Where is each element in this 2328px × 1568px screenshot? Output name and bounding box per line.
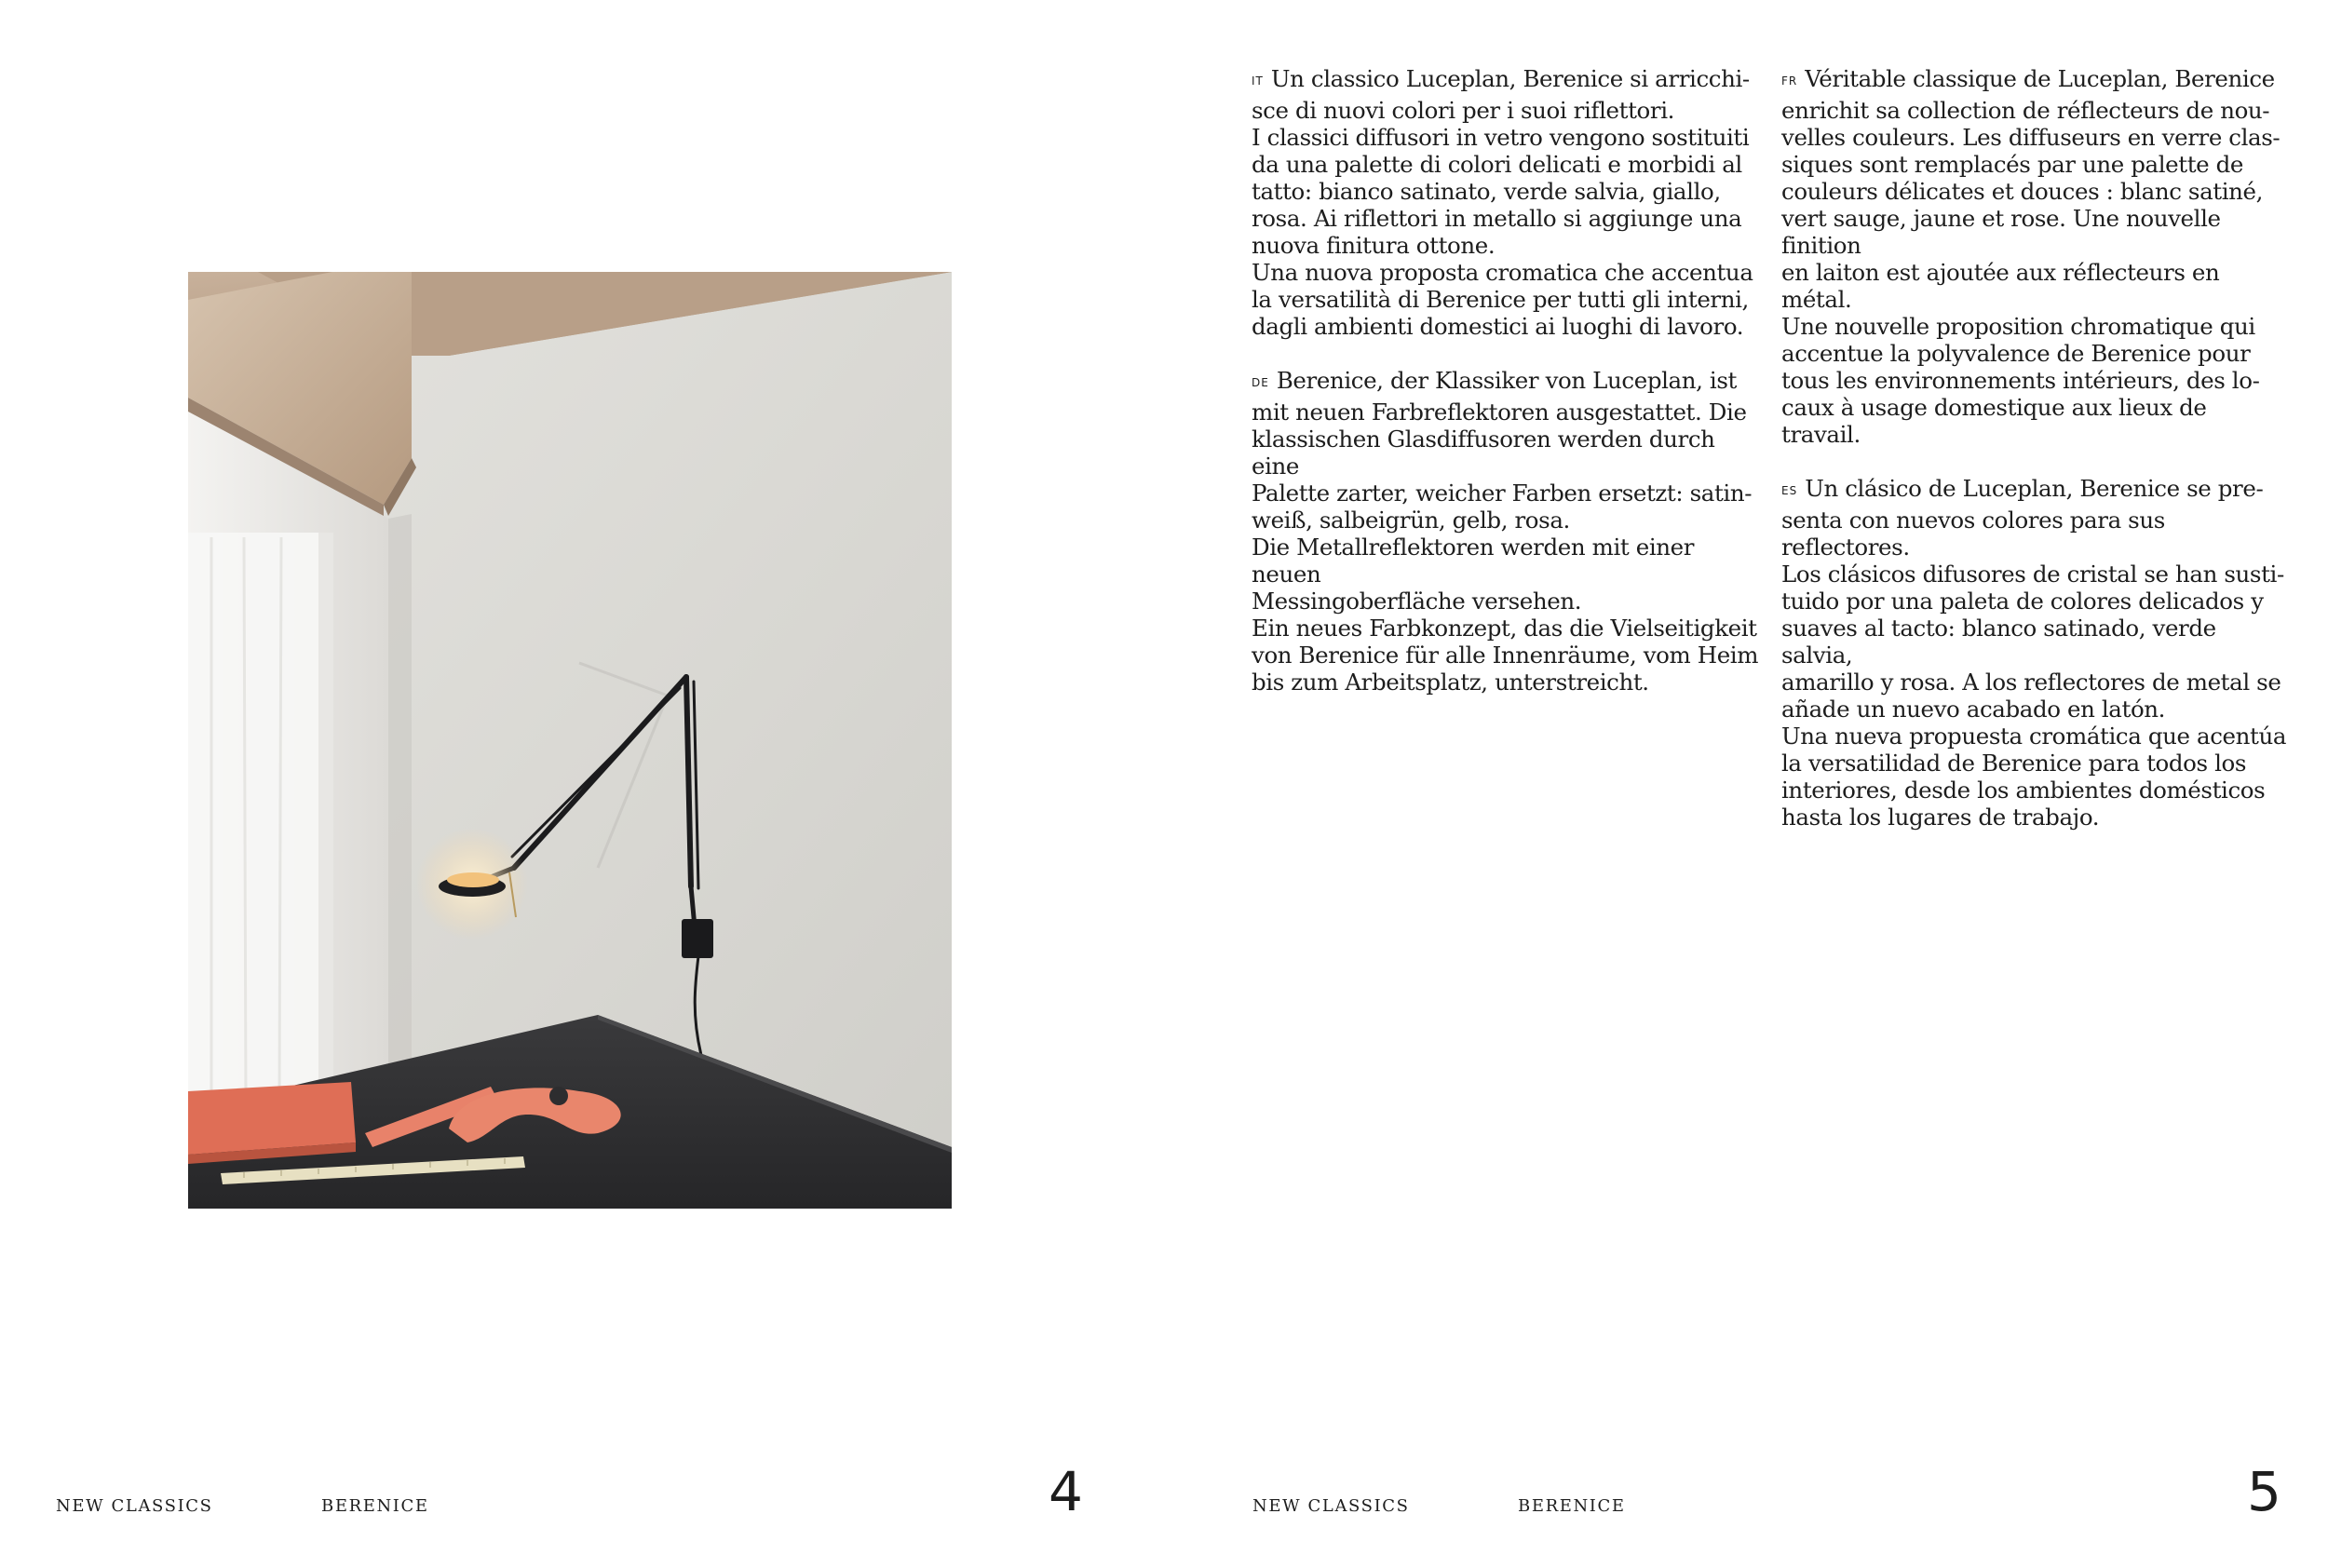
text-line: velles couleurs. Les diffuseurs en verre clas- [1781, 124, 2281, 151]
footer-product-label: BERENICE [321, 1496, 429, 1516]
text-line: FR Véritable classique de Luceplan, Berenice [1781, 65, 2275, 92]
language-code: ES [1781, 484, 1798, 497]
text-line: Una nueva propuesta cromática que acentúa [1781, 723, 2287, 750]
text-block-it [1252, 65, 1759, 340]
text-block-es [1781, 475, 2289, 831]
text-line: DE Berenice, der Klassiker von Luceplan, ist [1252, 367, 1737, 394]
language-code: DE [1252, 376, 1269, 389]
text-line: Palette zarter, weicher Farben ersetzt: satin- [1252, 480, 1753, 507]
language-code: FR [1781, 74, 1798, 88]
text-line: hasta los lugares de trabajo. [1781, 804, 2100, 831]
text-line: enrichit sa collection de réflecteurs de nou- [1781, 97, 2270, 124]
text-line: Une nouvelle proposition chromatique qui [1781, 313, 2255, 340]
text-line: en laiton est ajoutée aux réflecteurs en métal. [1781, 259, 2220, 313]
text-line: Los clásicos difusores de cristal se han susti- [1781, 561, 2284, 588]
text-column-left [1252, 65, 1759, 723]
text-line: interiores, desde los ambientes domésticos [1781, 777, 2266, 804]
text-line: tous les environnements intérieurs, des lo- [1781, 367, 2260, 394]
page-number-right: 5 [2247, 1460, 2281, 1523]
text-line: rosa. Ai riflettori in metallo si aggiunge una [1252, 205, 1742, 232]
text-line: weiß, salbeigrün, gelb, rosa. [1252, 507, 1570, 534]
berenice-lamp-photo [188, 272, 952, 1209]
text-line: dagli ambienti domestici ai luoghi di lavoro. [1252, 313, 1744, 340]
text-line: senta con nuevos colores para sus reflectores. [1781, 507, 2165, 561]
footer-product-label-right: BERENICE [1518, 1496, 1626, 1516]
language-code: IT [1252, 74, 1264, 88]
text-line: sce di nuovi colori per i suoi riflettori. [1252, 97, 1675, 124]
page-number: 4 [1049, 1460, 1083, 1523]
text-line: suaves al tacto: blanco satinado, verde salvia, [1781, 615, 2216, 669]
text-line: da una palette di colori delicati e morbidi al [1252, 151, 1742, 178]
text-line: tuido por una paleta de colores delicados y [1781, 588, 2264, 615]
text-line: vert sauge, jaune et rose. Une nouvelle finition [1781, 205, 2221, 259]
text-line: IT Un classico Luceplan, Berenice si arricchi- [1252, 65, 1750, 92]
text-line: nuova finitura ottone. [1252, 232, 1496, 259]
text-line: caux à usage domestique aux lieux de travail. [1781, 394, 2207, 448]
text-line: tatto: bianco satinato, verde salvia, giallo, [1252, 178, 1721, 205]
text-line: bis zum Arbeitsplatz, unterstreicht. [1252, 669, 1649, 696]
text-line: klassischen Glasdiffusoren werden durch eine [1252, 426, 1715, 480]
text-block-de [1252, 367, 1759, 696]
text-line: mit neuen Farbreflektoren ausgestattet. Die [1252, 399, 1747, 426]
text-line: amarillo y rosa. A los reflectores de metal se [1781, 669, 2281, 696]
text-line: añade un nuevo acabado en latón. [1781, 696, 2166, 723]
text-line: couleurs délicates et douces : blanc satiné, [1781, 178, 2264, 205]
text-column-right [1781, 65, 2289, 858]
footer-section-label: NEW CLASSICS [56, 1496, 213, 1516]
text-line: accentue la polyvalence de Berenice pour [1781, 340, 2251, 367]
text-line: la versatilità di Berenice per tutti gli interni, [1252, 286, 1749, 313]
text-line: von Berenice für alle Innenräume, vom Heim [1252, 642, 1759, 669]
text-line: I classici diffusori in vetro vengono sostituiti [1252, 124, 1750, 151]
text-line: Ein neues Farbkonzept, das die Vielseitigkeit [1252, 615, 1757, 642]
text-line: Messingoberfläche versehen. [1252, 588, 1582, 615]
text-line: siques sont remplacés par une palette de [1781, 151, 2244, 178]
text-line: la versatilidad de Berenice para todos los [1781, 750, 2247, 777]
text-line: ES Un clásico de Luceplan, Berenice se pre- [1781, 475, 2264, 502]
footer-section-label-right: NEW CLASSICS [1252, 1496, 1410, 1516]
text-block-fr [1781, 65, 2289, 448]
text-line: Una nuova proposta cromatica che accentua [1252, 259, 1753, 286]
text-line: Die Metallreflektoren werden mit einer neuen [1252, 534, 1695, 588]
